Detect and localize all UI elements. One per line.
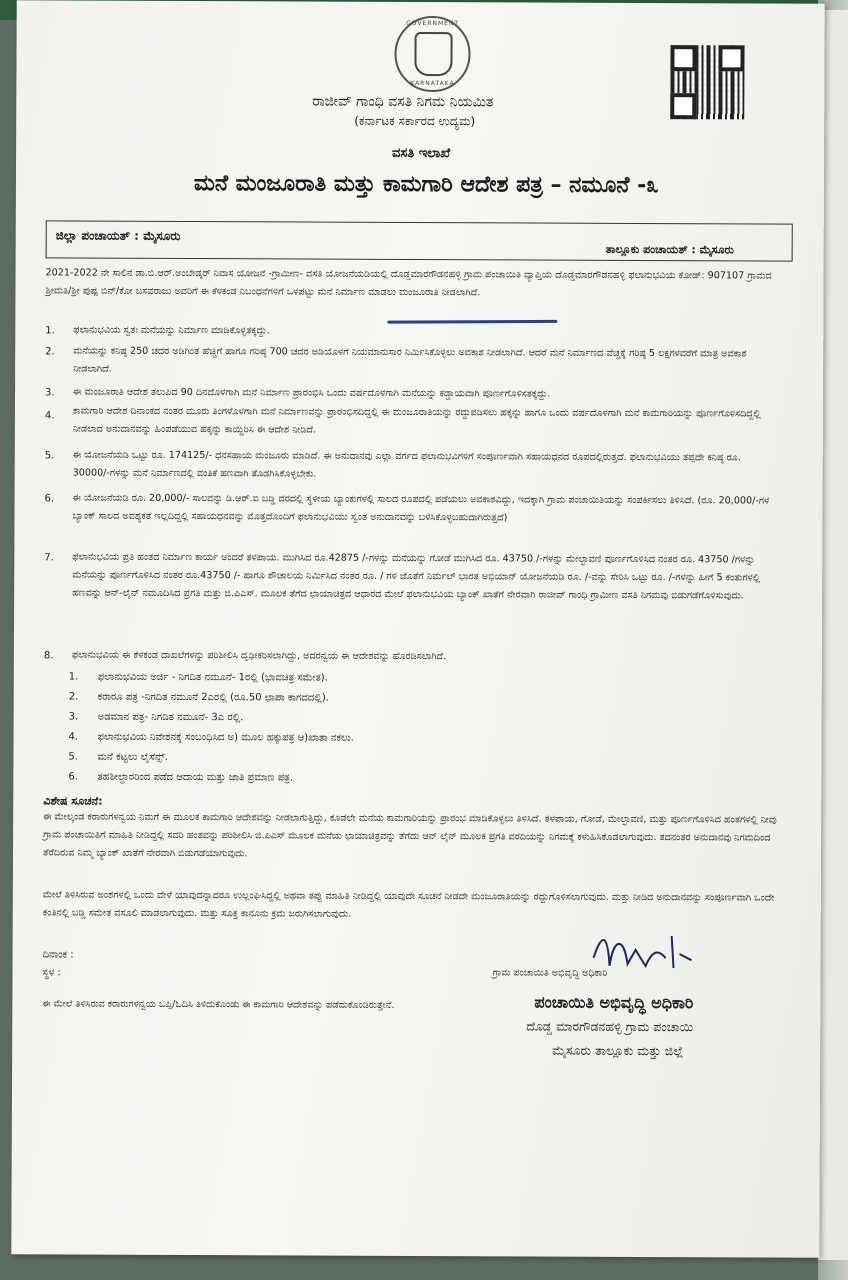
subitem-number: 2. <box>68 691 79 703</box>
emblem-text-bottom: KARNATAKA <box>410 79 455 88</box>
list-item: ಈ ಯೋಜನೆಯಡಿ ರೂ. 20,000/- ಸಾಲವನ್ನು ಡಿ.ಆರ್.ಐ ಬಡ್ಡಿ ದರದಲ್ಲಿ ಸ್ಥಳೀಯ ಬ್ಯಾಂಕುಗಳಲ್ಲಿ ಸಾಲದ ರೂಪದಲ್ಲಿ ಪಡೆಯಲು ಅವಕಾಶವಿದ್ದು, ಇದಕ್ಕಾಗಿ ಗ್ರಾಮ ಪಂಚಾಯಿತಿಯನ್ನು ಸಂಪರ್ಕಿಸಲು ತಿಳಿಸಿದೆ. (ರೂ. 20,000/-ಗಳ ಬ್ಯಾಂಕ್ ಸಾಲದ ಅವಶ್ಯಕತೆ ಇಲ್ಲದಿದ್ದಲ್ಲಿ ಸಹಾಯಧನವನ್ನು ಮೊತ್ತದೊಂದಿಗೆ ಫಲಾನುಭವಿಯು ಸ್ವಂತ ಅನುದಾನವನ್ನು ಬಳಸಿಕೊಳ್ಳಬಹುದಾಗಿರುತ್ತದೆ) <box>72 492 770 524</box>
subitem-number: 4. <box>68 731 79 743</box>
subitem: ಅಡಮಾನ ಪತ್ರ- ನಿಗದಿತ ನಮೂನೆ- 3ಎ ರಲ್ಲಿ. <box>97 711 244 724</box>
stamp-line-3: ಮೈಸೂರು ತಾಲ್ಲೂಕು ಮತ್ತು ಜಿಲ್ಲೆ <box>552 1042 684 1059</box>
acknowledgement-text: ಈ ಮೇಲೆ ತಿಳಿಸಿರುವ ಕರಾರುಗಳನ್ವಯ ಒಪ್ಪಿ/ಓದಿಸಿ ತಿಳಿದುಕೊಂಡು ಈ ಕಾಮಗಾರಿ ಆದೇಶವನ್ನು ಪಡೆದುಕೊಂಡಿರುತ್ತೇನೆ. <box>42 998 395 1011</box>
place-label: ಸ್ಥಳ : <box>42 967 61 979</box>
item-number: 1. <box>45 325 55 337</box>
item-number: 8. <box>43 650 54 662</box>
item-number: 5. <box>44 450 55 462</box>
subitem: ಫಲಾನುಭವಿಯ ನಿವೇಶನಕ್ಕೆ ಸಂಬಂಧಿಸಿದ ಅ) ಮೂಲ ಹಕ್ಕುಪತ್ರ ಆ)ಖಾತಾ ನಕಲು. <box>97 731 354 744</box>
intro-paragraph: 2021-2022 ನೇ ಸಾಲಿನ ಡಾ.ಬಿ.ಆರ್.ಅಂಬೇಡ್ಕರ್ ನಿವಾಸ ಯೋಜನೆ -ಗ್ರಾಮೀಣ- ವಸತಿ ಯೋಜನೆಯಡಿಯಲ್ಲಿ ದೊಡ್ಡಮಾರಗೌಡನಹಳ್ಳಿ ಗ್ರಾಮ ಪಂಚಾಯಿತಿ ವ್ಯಾಪ್ತಿಯ ದೊಡ್ಡಮಾರಗೌಡನಹಳ್ಳಿ ಫಲಾನುಭವಿಯ ಕೋಡ್: 907107 ಗ್ರಾಮದ ಶ್ರೀಮತಿ/ಶ್ರೀ ಪುಷ್ಪ ಬಿನ್/ಕೋ ಬಸವರಾಜು ಅವರಿಗೆ ಈ ಕೆಳಕಂಡ ನಿಬಂಧನೆಗಳಿಗೆ ಒಳಪಟ್ಟು ಮನೆ ನಿರ್ಮಾಣ ಮಾಡಲು ಮಂಜೂರಾತಿ ನೀಡಲಾಗಿದೆ. <box>45 267 772 299</box>
subitem-number: 1. <box>68 671 79 683</box>
subitem: ತಹಶೀಲ್ದಾರರಿಂದ ಪಡೆದ ಆದಾಯ ಮತ್ತು ಜಾತಿ ಪ್ರಮಾಣ ಪತ್ರ. <box>97 771 294 784</box>
list-item: ಮನೆಯನ್ನು ಕನಿಷ್ಠ 250 ಚದರ ಅಡಿಗಿಂತ ಹೆಚ್ಚಿಗೆ ಹಾಗೂ ಗರಿಷ್ಠ 700 ಚದರ ಅಡಿಯೊಳಗೆ ನಿಯಮಾನುಸಾರ ನಿರ್ಮಿಸಿಕೊಳ್ಳಲು ಅವಕಾಶ ನೀಡಲಾಗಿದೆ. ಆದರೆ ಮನೆ ನಿರ್ಮಾಣದ ವೆಚ್ಚಕ್ಕೆ ಗರಿಷ್ಠ 5 ಲಕ್ಷಗಳವರೆಗೆ ಮಾತ್ರ ಅವಕಾಶ ನೀಡಲಾಗಿದೆ. <box>73 345 747 375</box>
list-item: ಫಲಾನುಭವಿಯ ಈ ಕೆಳಕಂಡ ದಾಖಲೆಗಳನ್ನು ಪರಿಶೀಲಿಸಿ ದೃಢೀಕರಿಸಲಾಗಿದ್ದು, ಅದರನ್ವಯ ಈ ಆದೇಶವನ್ನು ಹೊರಡಿಸಲಾಗಿದೆ. <box>71 649 447 663</box>
government-emblem-icon <box>394 16 470 92</box>
subitem: ಕರಾರೂ ಪತ್ರ -ನಿಗದಿತ ನಮೂನೆ 2ಎರಲ್ಲಿ (ರೂ.50 ಛಾಪಾ ಕಾಗದದಲ್ಲಿ). <box>97 691 329 704</box>
department-name: ವಸತಿ ಇಲಾಖೆ <box>392 145 451 162</box>
subitem-number: 5. <box>68 751 79 763</box>
list-item: ಕಾಮಗಾರಿ ಆದೇಶ ದಿನಾಂಕದ ನಂತರ ಮೂರು ತಿಂಗಳೊಳಗಾಗಿ ಮನೆ ನಿರ್ಮಾಣವನ್ನು ಪ್ರಾರಂಭಿಸದಿದ್ದಲ್ಲಿ ಈ ಮಂಜೂರಾತಿಯನ್ನು ರದ್ದುಪಡಿಸಲು ಹಕ್ಕನ್ನು ಹಾಗೂ ಒಂದು ವರ್ಷದೊಳಗಾಗಿ ಮನೆ ಕಾಮಗಾರಿಯನ್ನು ಪೂರ್ಣಗೊಳಿಸದಿದ್ದಲ್ಲಿ ನೀಡಲಾದ ಅನುದಾನವನ್ನು ಹಿಂಪಡೆಯುವ ಹಕ್ಕನ್ನು ಕಾಯ್ದಿರಿಸಿ ಈ ಆದೇಶ ನೀಡಿದೆ. <box>72 405 761 436</box>
taluk-panchayat: ತಾಲ್ಲೂಕು ಪಂಚಾಯತ್ : ಮೈಸೂರು <box>605 242 734 257</box>
item-number: 2. <box>45 346 55 358</box>
subitem: ಮನೆ ಕಟ್ಟಲು ಲೈಸೆನ್ಸ್. <box>97 751 168 763</box>
special-note-1: ಈ ಮೇಲ್ಕಂಡ ಕರಾರುಗಳನ್ವಯ ನಿಮಗೆ ಈ ಮೂಲಕ ಕಾಮಗಾರಿ ಆದೇಶವನ್ನು ನೀಡಲಾಗುತ್ತಿದ್ದು, ಕೂಡಲೇ ಮನೆಯ ಕಾಮಗಾರಿಯನ್ನು ಪ್ರಾರಂಭ ಮಾಡಿಕೊಳ್ಳಲು ತಿಳಿಸಿದೆ. ತಳಪಾಯ, ಗೋಡೆ, ಮೇಲ್ಛಾವಣಿ, ಮತ್ತು ಪೂರ್ಣಗೊಳಿಸಿದ ಹಂತಗಳಲ್ಲಿ ನೀವು ಗ್ರಾಮ ಪಂಚಾಯಿತಿಗೆ ಮಾಹಿತಿ ನೀಡಿದ್ದಲ್ಲಿ ಸದರಿ ಹಂತವನ್ನು ಪರಿಶೀಲಿಸಿ ಜಿ.ಪಿಎಸ್ ಮೂಲಕ ಮನೆಯ ಛಾಯಾಚಿತ್ರವನ್ನು ತೆಗೆದು ಆನ್ ಲೈನ್ ಮೂಲಕ ಪ್ರಗತಿ ವರದಿಯನ್ನು ನಿಗಮಕ್ಕೆ ಕಳುಹಿಸಿಕೊಡಲಾಗುವುದು. ತದನಂತರ ಅನುದಾನವು ನಿಗಮದಿಂದ ತೆರೆದಿರುವ ನಿಮ್ಮ ಬ್ಯಾಂಕ್ ಖಾತೆಗೆ ನೇರವಾಗಿ ಬಿಡುಗಡೆಯಾಗುವುದು. <box>42 811 777 860</box>
qr-code-icon <box>670 45 744 119</box>
subitem-number: 3. <box>68 711 79 723</box>
special-note-2: ಮೇಲೆ ತಿಳಿಸಿರುವ ಅಂಶಗಳಲ್ಲಿ ಒಂದು ವೇಳೆ ಯಾವುದನ್ನಾದರೂ ಉಲ್ಲಂಘಿಸಿದ್ದಲ್ಲಿ ಅಥವಾ ತಪ್ಪು ಮಾಹಿತಿ ನೀಡಿದ್ದಲ್ಲಿ ಯಾವುದೇ ಸೂಚನೆ ನೀಡದೇ ಮಂಜೂರಾತಿಯನ್ನು ರದ್ದುಗೊಳಿಸಲಾಗುವುದು. ಮತ್ತು ನೀಡಿದ ಅನುದಾನವನ್ನು ಸಂಪೂರ್ಣವಾಗಿ ಒಂದೇ ಕಂತಿನಲ್ಲಿ ಬಡ್ಡಿ ಸಮೇತ ವಸೂಲಿ ಮಾಡಲಾಗುವುದು. ಮತ್ತು ಸೂಕ್ತ ಕಾನೂನು ಕ್ರಮ ಜರುಗಿಸಲಾಗುವುದು. <box>42 889 775 920</box>
document-page <box>11 0 824 1258</box>
item-number: 4. <box>44 410 55 422</box>
subitem-number: 6. <box>68 771 78 783</box>
item-number: 6. <box>44 493 55 505</box>
document-title: ಮನೆ ಮಂಜೂರಾತಿ ಮತ್ತು ಕಾಮಗಾರಿ ಆದೇಶ ಪತ್ರ – ನಮೂನೆ -೩ <box>193 171 659 199</box>
stamp-line-2: ದೊಡ್ಡ ಮಾರಗೌಡನಹಳ್ಳಿ ಗ್ರಾಮ ಪಂಚಾಯಿ <box>526 1018 694 1035</box>
signature-icon <box>587 928 697 988</box>
list-item: ಫಲಾನುಭವಿಯ ಸ್ವತಃ ಮನೆಯನ್ನು ನಿರ್ಮಾಣ ಮಾಡಿಕೊಳ್ಳತಕ್ಕದ್ದು. <box>73 324 270 337</box>
subitem: ಫಲಾನುಭವಿಯ ಅರ್ಜಿ - ನಿಗದಿತ ನಮೂನೆ- 1ರಲ್ಲಿ (ಭಾವಚಿತ್ರ ಸಮೇತ). <box>97 671 328 684</box>
list-item: ಈ ಯೋಜನೆಯಡಿ ಒಟ್ಟು ರೂ. 174125/- ಧನಸಹಾಯ ಮಂಜೂರು ಮಾಡಿದೆ. ಈ ಅನುದಾನವು ಎಲ್ಲಾ ವರ್ಗದ ಫಲಾನುಭವಿಗಳಿಗೆ ಸಂಪೂರ್ಣವಾಗಿ ಸಹಾಯಧನದ ರೂಪದಲ್ಲಿರುತ್ತದೆ. ಫಲಾನುಭವಿಯು ತಪ್ಪದೇ ಕನಿಷ್ಠ ರೂ. 30000/-ಗಳನ್ನು ಮನೆ ನಿರ್ಮಾಣದಲ್ಲಿ ವಂತಿಕೆ ಹಣವಾಗಿ ತೊಡಗಿಸಿಕೊಳ್ಳಬೇಕು. <box>72 449 741 480</box>
zilla-panchayat: ಜಿಲ್ಲಾ ಪಂಚಾಯತ್ : ಮೈಸೂರು <box>55 228 181 243</box>
organization-subtitle: (ಕರ್ನಾಟಕ ಸರ್ಕಾರದ ಉದ್ಯಮ) <box>354 113 476 129</box>
date-label: ದಿನಾಂಕ : <box>42 949 74 961</box>
organization-name: ರಾಜೀವ್ ಗಾಂಧಿ ವಸತಿ ನಿಗಮ ನಿಯಮಿತ <box>312 93 494 111</box>
list-item: ಫಲಾನುಭವಿಯ ಪ್ರತಿ ಹಂತದ ನಿರ್ಮಾಣ ಕಾರ್ಯ ಅಂದರೆ ತಳಪಾಯ. ಮುಗಿಸಿದ ರೂ.42875 /-ಗಳನ್ನು ಮನೆಯನ್ನು ಗೋಡೆ ಮುಗಿಸಿದ ರೂ. 43750 /-ಗಳನ್ನು ಮೇಲ್ಛಾವಣಿ ಪೂರ್ಣಗೊಳಿಸಿದ ನಂತರ ರೂ. 43750 /ಗಳನ್ನು ಮನೆಯನ್ನು ಪೂರ್ಣಗೊಳಿಸಿದ ನಂತರ ರೂ.43750 /- ಹಾಗೂ ಶೌಚಾಲಯ ನಿರ್ಮಿಸಿದ ನಂತರ ರೂ. / ಗಳ ಜೊತೆಗೆ ನಿರ್ಮಲ್ ಭಾರತ ಅಭಿಯಾನ್ ಯೋಜನೆಯಡಿ ರೂ. /-ವನ್ನು ಸೇರಿಸಿ ಒಟ್ಟು ರೂ. /-ಗಳನ್ನು ಹೀಗೆ 5 ಕಂತುಗಳಲ್ಲಿ ಹಣವನ್ನು ಆನ್-ಲೈನ್ ನಮೂದಿಸಿದ ಪ್ರಗತಿ ಮತ್ತು ಜಿ.ಪಿಎಸ್. ಮೂಲಕ ತೆಗೆದ ಛಾಯಾಚಿತ್ರದ ಆಧಾರದ ಮೇಲೆ ಫಲಾನುಭವಿಯ ಬ್ಯಾಂಕ್ ಖಾತೆಗೆ ನೇರವಾಗಿ ರಾಜೀವ್ ಗಾಂಧಿ ಗ್ರಾಮೀಣ ವಸತಿ ನಿಗಮವು ಬಿಡುಗಡೆಗೊಳಿಸುವುದು. <box>72 551 761 602</box>
signatory-designation: ಗ್ರಾಮ ಪಂಚಾಯಿತಿ ಅಭಿವೃದ್ಧಿ ಅಧಿಕಾರಿ <box>492 967 608 979</box>
list-item: ಈ ಮಂಜೂರಾತಿ ಆದೇಶ ತಲುಪಿದ 90 ದಿನದೊಳಗಾಗಿ ಮನೆ ನಿರ್ಮಾಣ ಪ್ರಾರಂಭಿಸಿ ಒಂದು ವರ್ಷದೊಳಗಾಗಿ ಮನೆಯನ್ನು ಕಡ್ಡಾಯವಾಗಿ ಪೂರ್ಣಗೊಳಿಸತಕ್ಕದ್ದು. <box>73 386 551 400</box>
notes-heading: ವಿಶೇಷ ಸೂಚನೆ: <box>43 794 103 808</box>
item-number: 7. <box>44 552 54 564</box>
item-number: 3. <box>45 387 55 399</box>
emblem-text-top: GOVERNMENT <box>406 19 460 28</box>
stamp-line-1: ಪಂಚಾಯಿತಿ ಅಭಿವೃದ್ಧಿ ಅಧಿಕಾರಿ <box>534 992 694 1013</box>
